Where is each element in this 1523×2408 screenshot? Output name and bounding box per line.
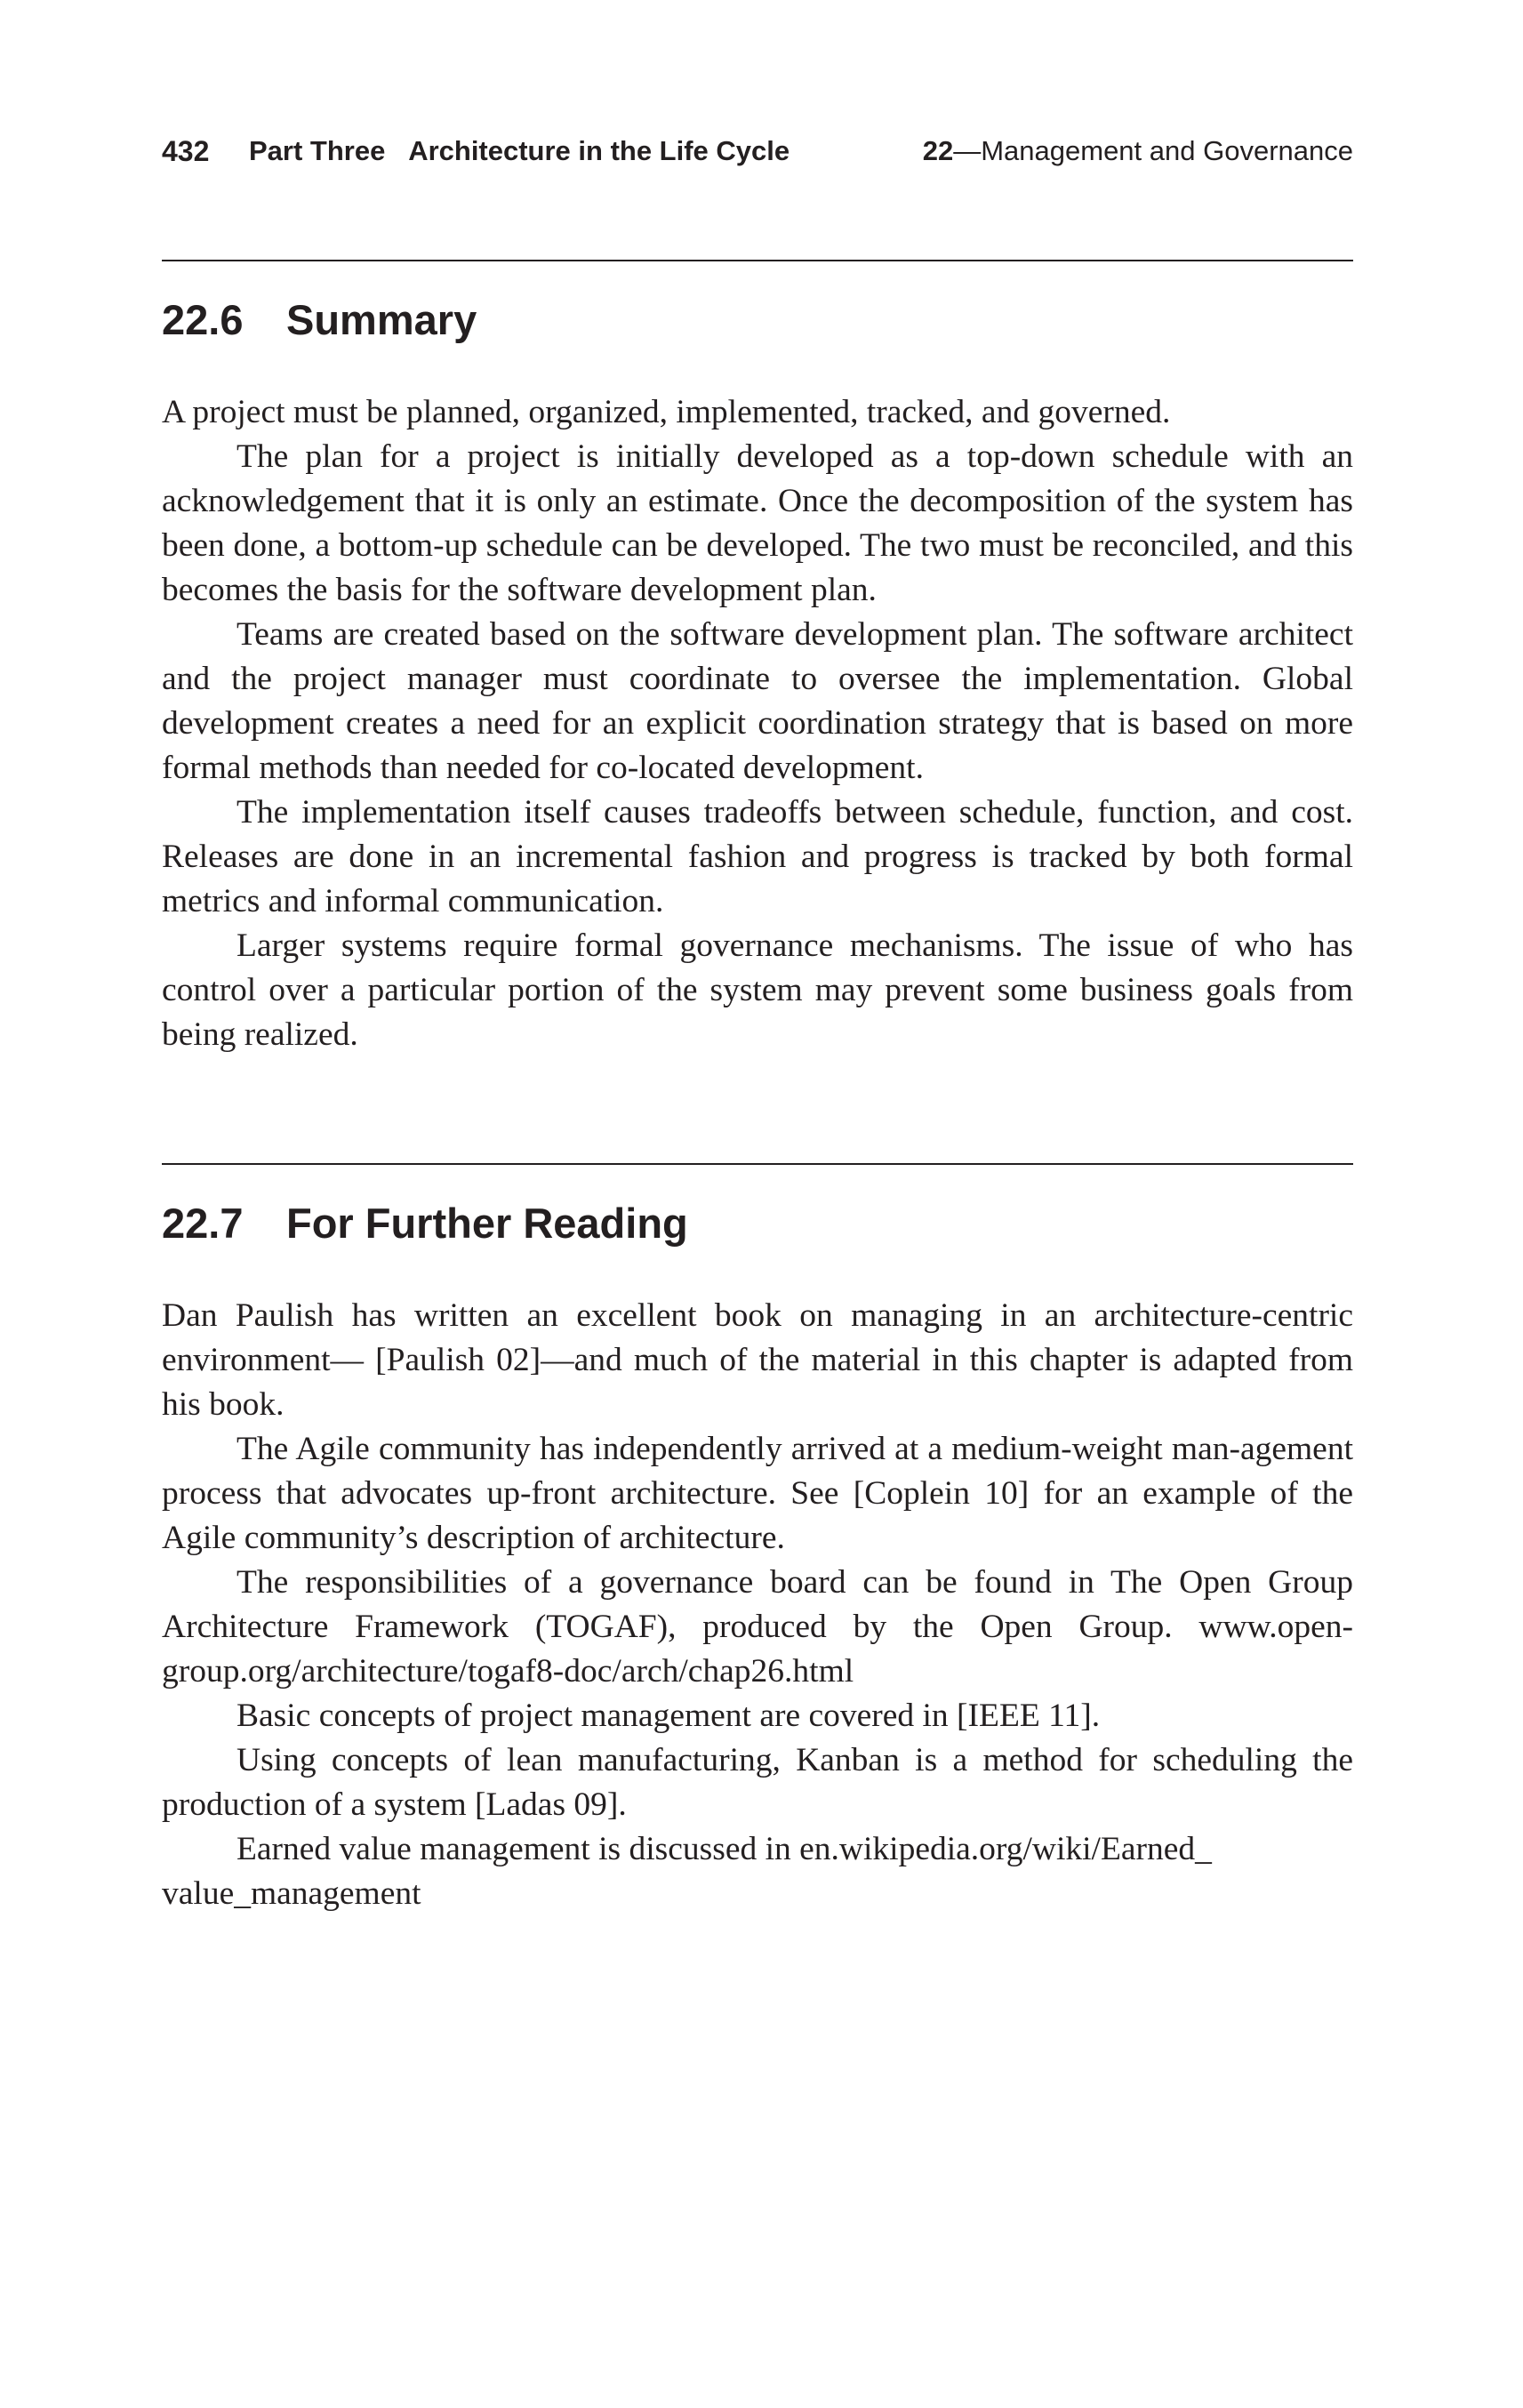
summary-body	[162, 390, 1353, 1057]
paragraph: Using concepts of lean manufacturing, Kanban is a method for scheduling the production of a system [Ladas 09].	[162, 1742, 1353, 1823]
section-divider-further-reading	[162, 1163, 1353, 1165]
paragraph: Teams are created based on the software development plan. The software architect and the project manager must coordinate to oversee the implementation. Global development creates a need for an explicit coordination strategy that is based on more formal methods than needed for co-located development.	[162, 616, 1353, 786]
section-heading-further-reading	[162, 1199, 688, 1248]
paragraph: A project must be planned, organized, implemented, tracked, and governed.	[162, 394, 1171, 430]
chapter-label	[923, 133, 1353, 169]
paragraph: Dan Paulish has written an excellent book on managing in an architecture-centric environment— [Paulish 02]—and much of the material in this chapter is adapted from his book.	[162, 1297, 1353, 1423]
paragraph: Basic concepts of project management are covered in [IEEE 11].	[236, 1698, 1101, 1734]
section-number: 22.7	[162, 1200, 244, 1247]
chapter-number: 22	[922, 135, 954, 166]
page-number: 432	[162, 135, 210, 167]
paragraph: The implementation itself causes tradeoffs between schedule, function, and cost. Releases are done in an incremental fashion and progress is tracked by both formal metrics and informal communication.	[162, 794, 1353, 919]
paragraph: The plan for a project is initially developed as a top-down schedule with an acknowledgement that it is only an estimate. Once the decomposition of the system has been done, a bottom-up schedule can be developed. The two must be reconciled, and this becomes the basis for the software development plan.	[162, 438, 1353, 608]
part-name: Part Three	[249, 135, 386, 166]
paragraph: Earned value management is discussed in en.wikipedia.org/wiki/Earned_ value_management	[162, 1831, 1212, 1912]
paragraph: The responsibilities of a governance board can be found in The Open Group Architecture Framework (TOGAF), produced by the Open Group. www.open-group.org/architecture/togaf8-doc/arch/chap26.html	[162, 1564, 1353, 1690]
part-label	[249, 133, 790, 169]
further-reading-body	[162, 1294, 1353, 1916]
section-heading-summary	[162, 295, 477, 345]
part-title: Architecture in the Life Cycle	[408, 135, 790, 166]
chapter-title: —Management and Governance	[953, 135, 1353, 166]
paragraph: Larger systems require formal governance mechanisms. The issue of who has control over a particular portion of the system may prevent some business goals from being realized.	[162, 927, 1353, 1053]
section-divider-summary	[162, 260, 1353, 261]
section-number: 22.6	[162, 296, 244, 343]
section-title: Summary	[286, 296, 477, 343]
running-head	[162, 133, 1353, 169]
section-title: For Further Reading	[286, 1200, 688, 1247]
paragraph: The Agile community has independently arrived at a medium-weight man-agement process that advocates up-front architecture. See [Coplein 10] for an example of the Agile community’s description of architecture.	[162, 1431, 1353, 1556]
